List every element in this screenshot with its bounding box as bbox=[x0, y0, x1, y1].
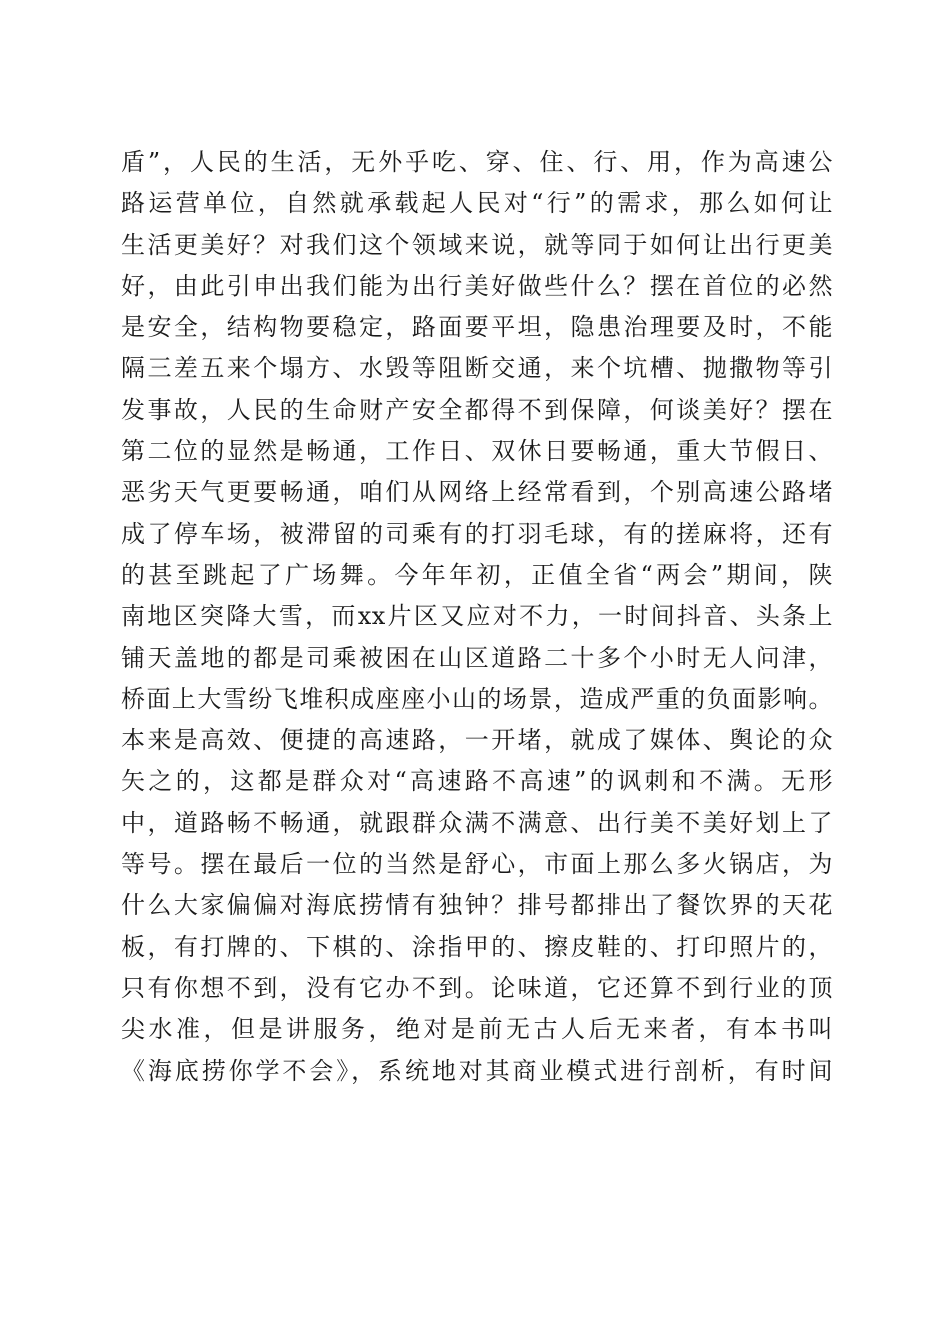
text-line-5: 是安全，结构物要稳定，路面要平坦，隐患治理要及时，不能 bbox=[121, 313, 833, 342]
text-line-13: 铺天盖地的都是司乘被困在山区道路二十多个小时无人问津， bbox=[121, 643, 833, 672]
text-line-1: 盾”，人民的生活，无外乎吃、穿、住、行、用，作为高速公 bbox=[121, 148, 833, 176]
text-line-8: 第二位的显然是畅通，工作日、双休日要畅通，重大节假日、 bbox=[121, 437, 833, 466]
text-line-20: 板，有打牌的、下棋的、涂指甲的、擦皮鞋的、打印照片的， bbox=[121, 932, 833, 961]
body-text bbox=[121, 142, 833, 1092]
text-line-12: 南地区突降大雪，而xx片区又应对不力，一时间抖音、头条上 bbox=[121, 602, 833, 631]
text-line-15: 本来是高效、便捷的高速路，一开堵，就成了媒体、舆论的众 bbox=[121, 726, 833, 755]
text-line-23: 《海底捞你学不会》，系统地对其商业模式进行剖析，有时间 bbox=[121, 1056, 833, 1085]
text-line-19: 什么大家偏偏对海底捞情有独钟？排号都排出了餐饮界的天花 bbox=[121, 891, 833, 920]
text-line-3: 生活更美好？对我们这个领域来说，就等同于如何让出行更美 bbox=[121, 230, 833, 259]
text-line-10: 成了停车场，被滞留的司乘有的打羽毛球，有的搓麻将，还有 bbox=[121, 519, 833, 548]
text-line-16: 矢之的，这都是群众对“高速路不高速”的讽刺和不满。无形 bbox=[121, 767, 833, 796]
text-line-22: 尖水准，但是讲服务，绝对是前无古人后无来者，有本书叫 bbox=[121, 1015, 833, 1044]
text-line-9: 恶劣天气更要畅通，咱们从网络上经常看到，个别高速公路堵 bbox=[121, 478, 833, 507]
text-line-6: 隔三差五来个塌方、水毁等阻断交通，来个坑槽、抛撒物等引 bbox=[121, 354, 833, 383]
text-line-21: 只有你想不到，没有它办不到。论味道，它还算不到行业的顶 bbox=[121, 973, 833, 1002]
text-line-7: 发事故，人民的生命财产安全都得不到保障，何谈美好？摆在 bbox=[121, 395, 833, 424]
text-line-17: 中，道路畅不畅通，就跟群众满不满意、出行美不美好划上了 bbox=[121, 808, 833, 837]
text-line-11: 的甚至跳起了广场舞。今年年初，正值全省“两会”期间，陕 bbox=[121, 560, 833, 589]
text-line-4: 好，由此引申出我们能为出行美好做些什么？摆在首位的必然 bbox=[121, 271, 833, 300]
text-line-14: 桥面上大雪纷飞堆积成座座小山的场景，造成严重的负面影响。 bbox=[121, 684, 833, 713]
text-line-2: 路运营单位，自然就承载起人民对“行”的需求，那么如何让 bbox=[121, 189, 833, 218]
text-line-18: 等号。摆在最后一位的当然是舒心，市面上那么多火锅店，为 bbox=[121, 850, 833, 879]
